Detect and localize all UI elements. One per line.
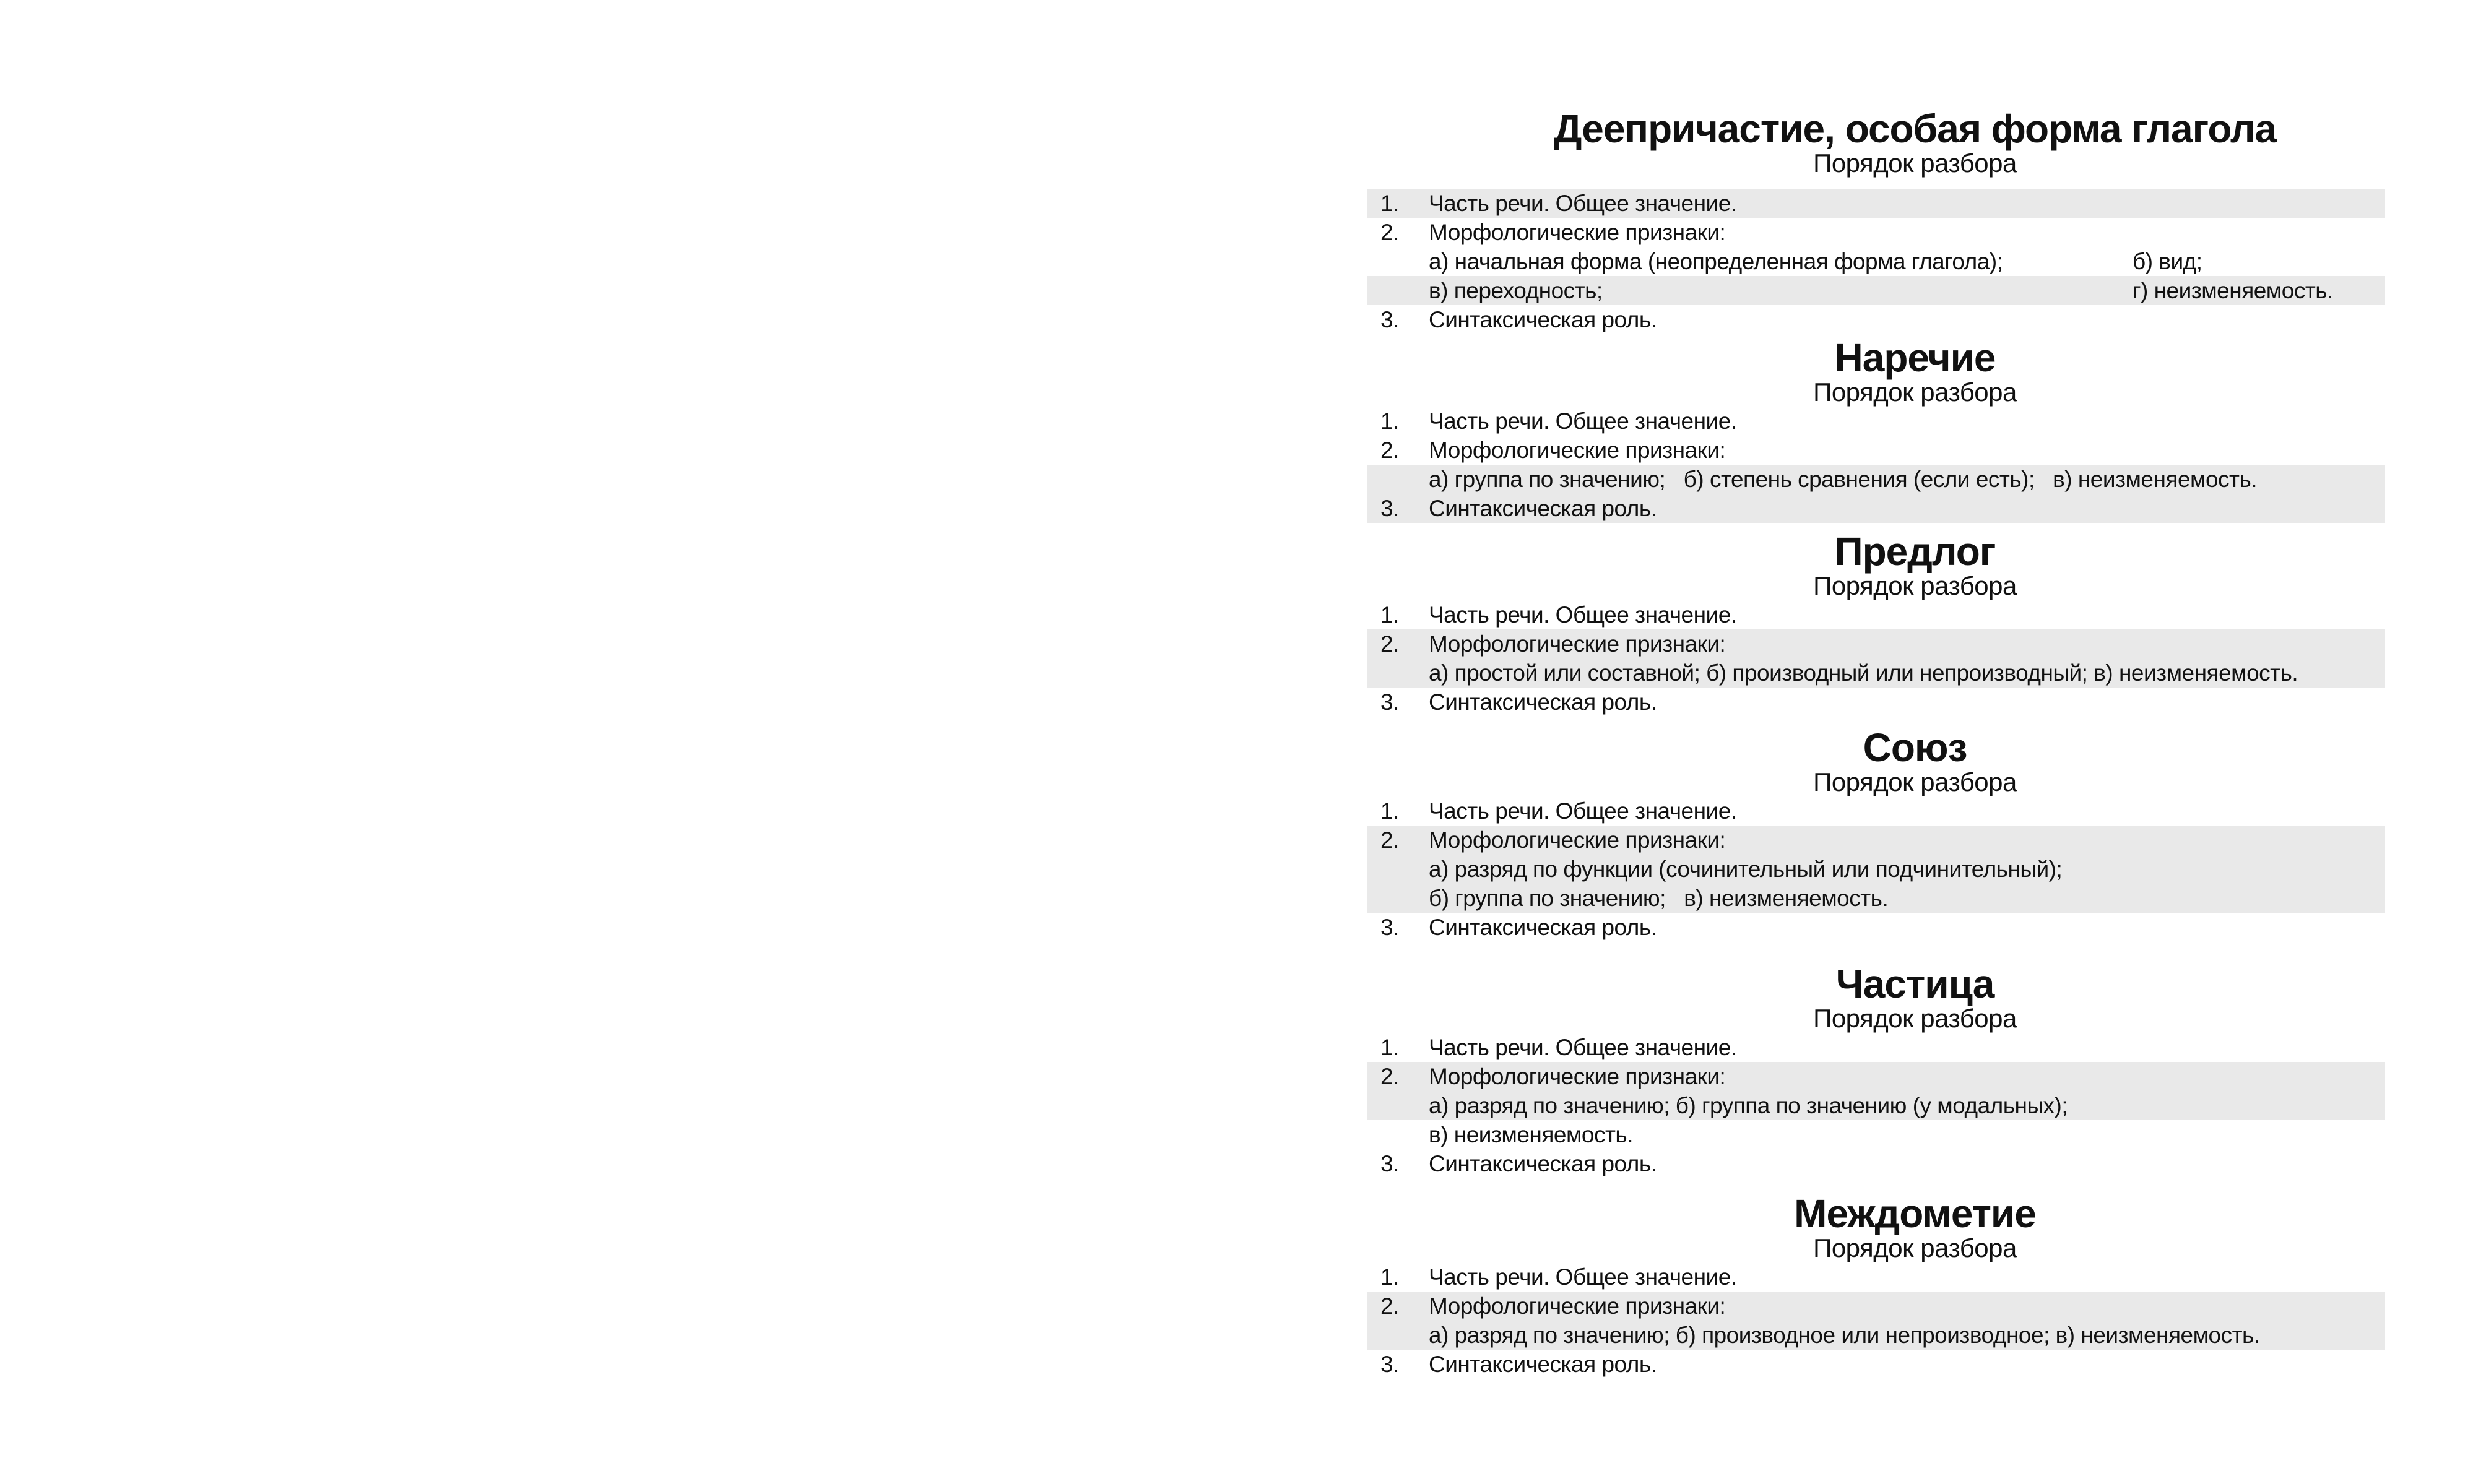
section-title: Деепричастие, особая форма глагола [1553, 106, 2277, 151]
list-item [1367, 465, 2385, 494]
item-text: а) начальная форма (неопределенная форма глагола); [1429, 249, 2003, 274]
section-subtitle: Порядок разбора [1813, 1233, 2017, 1262]
section-title: Союз [1863, 725, 1967, 770]
item-number [1367, 1091, 1429, 1120]
list-item [1367, 436, 2385, 465]
section-title: Междометие [1794, 1191, 2036, 1236]
item-text-right: г) неизменяемость. [2133, 278, 2333, 303]
list-item [1367, 1149, 2385, 1178]
section-deeprichastie [1367, 108, 2385, 334]
list-item [1367, 276, 2385, 305]
section-soyuz [1367, 727, 2385, 942]
list-item [1367, 494, 2385, 523]
item-text: Синтаксическая роль. [1429, 689, 1657, 715]
parse-order-list [1367, 1262, 2385, 1379]
item-text: Морфологические признаки: [1429, 438, 1726, 463]
section-mezhdometie [1367, 1193, 2385, 1379]
section-predlog [1367, 531, 2385, 717]
item-text: Морфологические признаки: [1429, 1064, 1726, 1089]
list-item [1367, 913, 2385, 942]
item-text: Синтаксическая роль. [1429, 307, 1657, 332]
item-text: б) группа по значению; в) неизменяемость. [1429, 886, 1889, 911]
section-subtitle: Порядок разбора [1813, 377, 2017, 407]
list-item [1367, 629, 2385, 658]
section-subtitle: Порядок разбора [1813, 571, 2017, 600]
item-number: 2. [1380, 220, 1399, 245]
parse-order-list [1367, 600, 2385, 717]
list-item [1367, 1321, 2385, 1350]
item-number: 3. [1380, 1151, 1399, 1176]
item-number [1367, 465, 1429, 494]
list-item [1367, 796, 2385, 826]
item-text: Синтаксическая роль. [1429, 496, 1657, 521]
item-number: 1. [1380, 1035, 1399, 1060]
item-number: 3. [1380, 1352, 1399, 1377]
item-number: 3. [1380, 689, 1399, 715]
item-number [1367, 1321, 1429, 1350]
item-number [1367, 884, 1429, 913]
item-number: 3. [1380, 915, 1399, 940]
list-item [1367, 1120, 2385, 1149]
item-number: 2. [1380, 1064, 1399, 1089]
item-number: 1. [1380, 191, 1399, 216]
item-text: Часть речи. Общее значение. [1429, 408, 1737, 434]
section-title: Частица [1835, 962, 1994, 1006]
list-item [1367, 884, 2385, 913]
item-text: Часть речи. Общее значение. [1429, 1035, 1737, 1060]
item-text: Часть речи. Общее значение. [1429, 602, 1737, 628]
item-text: Синтаксическая роль. [1429, 1151, 1657, 1176]
section-narechie [1367, 337, 2385, 523]
section-title: Наречие [1834, 335, 1996, 380]
section-subtitle: Порядок разбора [1813, 1004, 2017, 1033]
item-number: 1. [1380, 1264, 1399, 1290]
list-item [1367, 658, 2385, 688]
item-text: а) группа по значению; б) степень сравнения (если есть); в) неизменяемость. [1429, 467, 2258, 492]
item-number [1367, 855, 1429, 884]
list-item [1367, 855, 2385, 884]
item-text: в) неизменяемость. [1429, 1122, 1633, 1147]
parse-order-list [1367, 796, 2385, 942]
item-text: Морфологические признаки: [1429, 1293, 1726, 1319]
list-item [1367, 189, 2385, 218]
section-subtitle: Порядок разбора [1813, 149, 2017, 178]
item-number: 3. [1380, 496, 1399, 521]
item-text: Морфологические признаки: [1429, 220, 1726, 245]
item-text: Часть речи. Общее значение. [1429, 1264, 1737, 1290]
list-item [1367, 688, 2385, 717]
item-text: Часть речи. Общее значение. [1429, 798, 1737, 824]
list-item [1367, 218, 2385, 247]
section-title: Предлог [1834, 529, 1996, 574]
slide-content [1367, 0, 2385, 1379]
item-text: Морфологические признаки: [1429, 827, 1726, 853]
list-item [1367, 826, 2385, 855]
section-chastitsa [1367, 964, 2385, 1178]
item-text: Морфологические признаки: [1429, 631, 1726, 657]
list-item [1367, 1262, 2385, 1292]
item-text: а) разряд по функции (сочинительный или подчинительный); [1429, 856, 2063, 882]
list-item [1367, 1033, 2385, 1062]
item-text: в) переходность; [1429, 278, 1603, 303]
item-number [1367, 276, 1429, 305]
item-number: 1. [1380, 408, 1399, 434]
item-number: 2. [1380, 1293, 1399, 1319]
item-text: Часть речи. Общее значение. [1429, 191, 1737, 216]
list-item [1367, 247, 2385, 276]
parse-order-list [1367, 189, 2385, 334]
section-subtitle: Порядок разбора [1813, 767, 2017, 796]
item-number [1367, 1120, 1429, 1149]
item-number: 1. [1380, 602, 1399, 628]
item-text-right: б) вид; [2133, 249, 2202, 274]
item-text: Синтаксическая роль. [1429, 1352, 1657, 1377]
item-text: а) простой или составной; б) производный или непроизводный; в) неизменяемость. [1429, 660, 2298, 686]
parse-order-list [1367, 407, 2385, 523]
list-item [1367, 305, 2385, 334]
list-item [1367, 407, 2385, 436]
item-number: 2. [1380, 631, 1399, 657]
item-text: Синтаксическая роль. [1429, 915, 1657, 940]
item-number: 3. [1380, 307, 1399, 332]
item-number [1367, 658, 1429, 688]
item-text: а) разряд по значению; б) группа по значению (у модальных); [1429, 1093, 2068, 1118]
list-item [1367, 1091, 2385, 1120]
item-number: 2. [1380, 438, 1399, 463]
item-number: 2. [1380, 827, 1399, 853]
list-item [1367, 1062, 2385, 1091]
list-item [1367, 600, 2385, 629]
list-item [1367, 1292, 2385, 1321]
list-item [1367, 1350, 2385, 1379]
parse-order-list [1367, 1033, 2385, 1178]
item-number: 1. [1380, 798, 1399, 824]
item-number [1367, 247, 1429, 276]
item-text: а) разряд по значению; б) производное или непроизводное; в) неизменяемость. [1429, 1322, 2260, 1348]
